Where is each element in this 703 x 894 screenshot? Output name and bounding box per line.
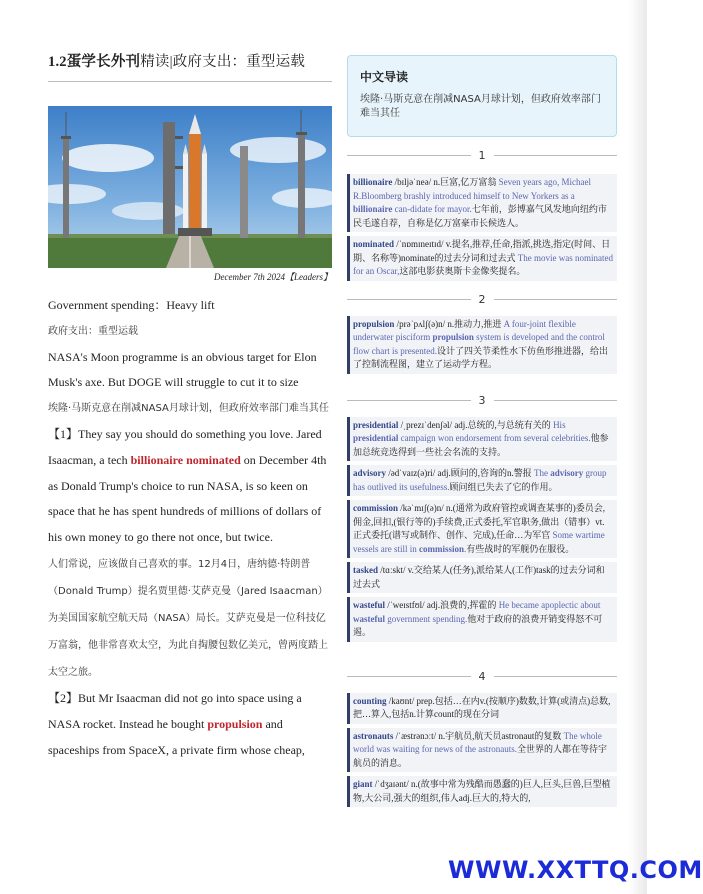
section-number: 4 [478,669,486,683]
rocket-photo [48,106,332,268]
vocab-example: The movie was nominated for an Oscar, [353,252,613,276]
vocab-definition: /kaʊnt/ prep.包括…在内v.(按顺序)数数,计算(或清点)总数,把…算入,包括n.计算count的现在分词 [353,695,611,719]
vocab-word: wasteful [353,600,385,610]
section-divider-1 [347,149,617,162]
vocab-entry-wasteful [347,597,617,642]
vocab-example: Seven years ago, Michael R.Bloomberg brashly introduced himself to New Yorkers as a [353,177,592,201]
vocab-example-keyword: presidential [353,433,399,443]
keyword-billionaire: billionaire [130,452,184,467]
vocab-example: He became apoplectic about [498,600,601,610]
vocab-translation: 全世界的人都在等待宇航员的消息。 [353,744,607,768]
vocab-definition: /ˌprezɪˈdenʃəl/ adj.总统的,与总统有关的 [398,419,554,430]
vocab-example: His [553,419,566,430]
vocab-example-keyword: wasteful [353,613,385,624]
vocab-word: tasked [353,565,379,575]
vocab-entry-nominated [347,236,617,281]
vocab-translation: 他参加总统竞选得到一些社会名流的支持。 [353,433,609,457]
vocab-example: system is developed and the control flow chart is presented. [353,332,605,356]
keyword-nominated: nominated [186,452,241,467]
article-column [48,50,332,763]
paragraph-1-en: 【1】They say you should do something you love. Jared Isaacman, a tech billionaire nominated on December 4th as Donald Trump's choice to run NASA, is so keen on space that he has spent hundreds of millions of dollars of his own money to go there not once, but twice. [48,426,327,545]
vocab-definition: /ˈdʒaɪənt/ n.(故事中常为残酷而愚蠢的)巨人,巨头,巨兽,巨型植物,大公司,强大的组织,伟人adj.巨大的,特大的, [353,779,611,803]
vocab-definition: /ˈæstrənɔːt/ n.宇航员,航天员astronaut的复数 [393,730,564,741]
vocab-example: The whole world was waiting for news of the astronauts. [353,730,602,754]
vocab-entry-tasked [347,562,617,593]
vocab-entry-counting [347,693,617,724]
vocab-definition: /kəˈmɪʃ(ə)n/ n.(通常为政府管控或调查某事的)委员会,佣金,回扣,(银行等的)手续费,正式委托,军官职务,做出（错事）vt.正式委托(谱写或制作、创作、完成),任命…为军官 [353,503,605,540]
vocab-definition: /prəˈpʌlʃ(ə)n/ n.推动力,推进 [394,318,504,329]
vocab-example: government spending. [385,613,468,624]
section-divider-4 [347,670,617,683]
vocab-example-keyword: billionaire [353,204,393,214]
section-divider-3 [347,394,617,407]
vocab-word: astronauts [353,730,394,741]
vocab-example: group has outlived its usefulness. [353,468,607,492]
vocab-example: can-didate for mayor. [392,204,472,214]
paragraph-2-en: 【2】But Mr Isaacman did not go into space using a NASA rocket. Instead he bought propulsion and spaceships from SpaceX, a private firm whose cheap, [48,690,305,757]
vocab-definition: /tɑːskt/ v.交给某人(任务),派给某人(工作)task的过去分词和过去式 [353,565,605,589]
paragraph-1-zh: 人们常说，应该做自己喜欢的事。12月4日，唐纳德·特朗普（Donald Trump）提名贾里德·艾萨克曼（Jared Isaacman）为美国国家航空航天局（NASA）局长。艾萨克曼是一位科技亿万富翁，他非常喜欢太空，为此自掏腰包数亿美元，曾两度踏上太空之旅。 [48,558,328,678]
section-number: 3 [478,393,486,407]
vocab-translation: 这部电影获奥斯卡金像奖提名。 [399,266,526,276]
vocab-definition: /ədˈvaɪz(ə)ri/ adj.顾问的,咨询的n.警报 [386,468,534,478]
vocab-entry-billionaire [347,174,617,232]
vocab-definition: /ˈweɪstfʊl/ adj.浪费的,挥霍的 [385,600,499,610]
lead-en: NASA's Moon programme is an obvious target for Elon Musk's axe. But DOGE will struggle to cut it to size [48,349,317,390]
page-edge-shadow [629,0,647,894]
lead-zh: 埃隆·马斯克意在削减NASA月球计划，但政府效率部门难当其任 [48,403,329,415]
vocab-word: commission [353,503,398,513]
vocab-entry-advisory [347,465,617,496]
section-divider-2 [347,293,617,306]
page-title: 1.2蛋学长外刊精读|政府支出：重型运载 [48,50,332,82]
vocab-word: billionaire [353,177,393,187]
vocabulary-column [347,55,617,811]
vocab-entry-propulsion [347,316,617,374]
vocab-word: giant [353,779,373,789]
chinese-guide-box [347,55,617,137]
vocab-definition: /ˈnɒmɪneɪtɪd/ v.提名,推荐,任命,指派,挑选,指定(时间、日期、名称等)nominate的过去分词和过去式 [353,239,611,263]
guide-text: 埃隆·马斯克意在削减NASA月球计划，但政府效率部门难当其任 [360,94,601,119]
vocab-translation: 顾问组已失去了它的作用。 [449,481,558,492]
site-watermark: WWW.XXTTQ.COM [448,856,703,884]
vocab-example: campaign won endorsement from several celebrities. [398,433,591,443]
vocab-entry-commission [347,500,617,558]
vocab-translation: 他对于政府的浪费开销变得怒不可遏。 [353,613,603,637]
section-number: 2 [478,292,486,306]
vocab-translation: 七年前，彭博嘉气风发地向纽约市民毛遂自荐，自称是亿万富豪市长候选人。 [353,204,607,228]
keyword-propulsion: propulsion [207,716,263,731]
photo-caption: December 7th 2024【Leaders】 [214,272,332,282]
vocab-translation: 设计了四关节柔性水下仿鱼形推进器，给出了控制流程图，建立了运动学方程。 [353,345,608,369]
vocab-entry-astronauts [347,728,617,773]
subtitle-en: Government spending：Heavy lift [48,298,215,312]
rocket-launch-pad-image [48,106,332,268]
vocab-word: advisory [353,468,387,478]
vocab-example-keyword: propulsion [432,332,474,342]
vocab-example: . [464,543,467,554]
vocabulary-sections [347,149,617,807]
vocab-word: presidential [353,419,399,430]
vocab-entry-presidential [347,417,617,462]
vocab-example: Some wartime vessels are still in [353,530,605,554]
vocab-word: counting [353,695,387,706]
vocab-example: A four-joint flexible underwater pisciform [353,318,576,342]
guide-title: 中文导读 [360,70,409,84]
vocab-example-keyword: advisory [550,468,584,478]
vocab-entry-giant [347,776,617,807]
vocab-word: propulsion [353,318,395,329]
vocab-example: The [533,468,551,478]
vocab-word: nominated [353,239,395,249]
subtitle-zh: 政府支出：重型运载 [48,325,138,337]
vocab-definition: /bɪljəˈneə/ n.巨富,亿万富翁 [392,177,499,187]
vocab-translation: 有些战时的军舰仍在服役。 [466,543,575,554]
vocab-example-keyword: commission [419,543,464,554]
section-number: 1 [478,149,486,162]
